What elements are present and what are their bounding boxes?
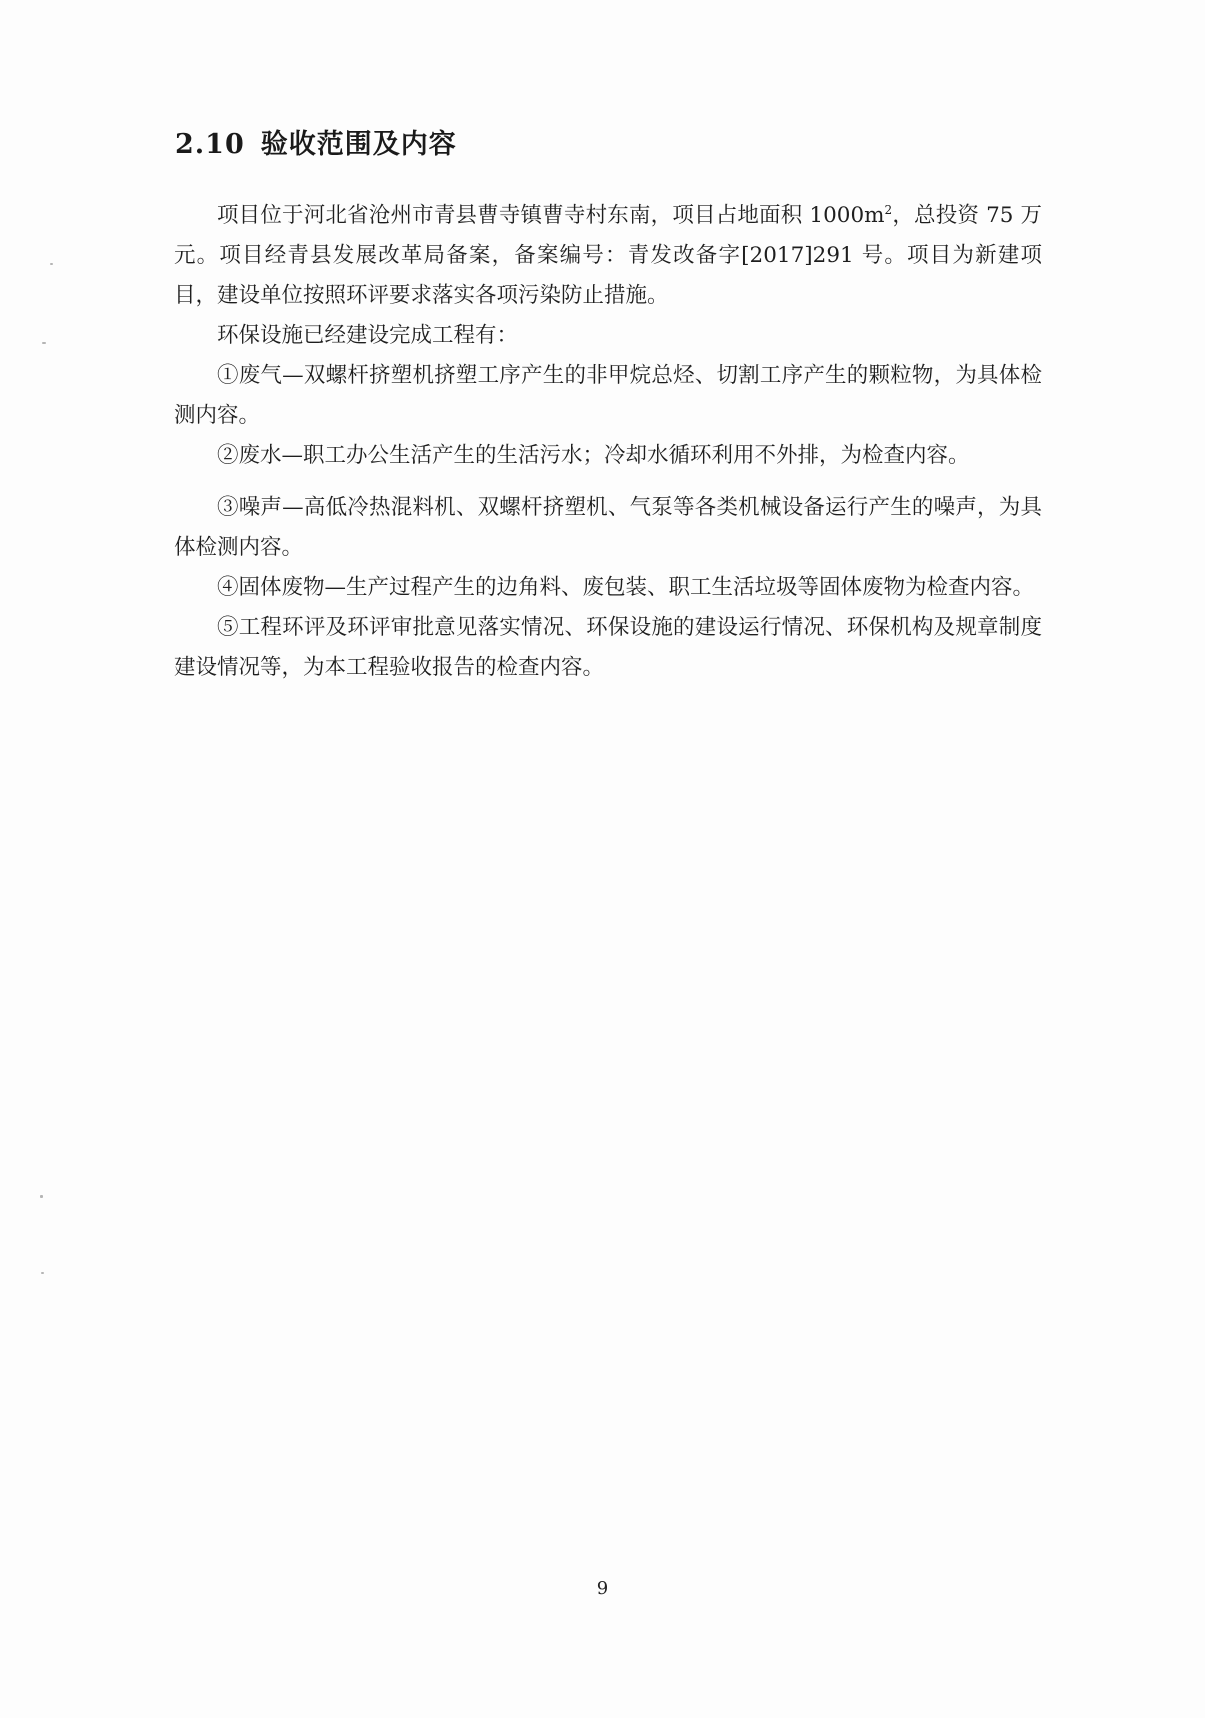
section-heading: [175, 122, 457, 161]
paragraph-waste-gas: ①废气—双螺杆挤塑机挤塑工序产生的非甲烷总烃、切割工序产生的颗粒物，为具体检测内容。: [174, 363, 1042, 428]
paragraph-noise: ③噪声—高低冷热混料机、双螺杆挤塑机、气泵等各类机械设备运行产生的噪声，为具体检测内容。: [174, 495, 1042, 560]
superscript: 2: [884, 202, 893, 217]
scan-speck: [41, 1272, 44, 1274]
body-text: [174, 196, 1042, 688]
paragraph-eia-implementation: ⑤工程环评及环评审批意见落实情况、环保设施的建设运行情况、环保机构及规章制度建设情况等，为本工程验收报告的检查内容。: [174, 615, 1042, 680]
scan-speck: [50, 263, 53, 265]
scan-speck: [40, 1195, 43, 1198]
paragraph-facilities-intro: 环保设施已经建设完成工程有：: [217, 323, 519, 348]
paragraph-solid-waste: ④固体废物—生产过程产生的边角料、废包装、职工生活垃圾等固体废物为检查内容。: [217, 575, 1035, 600]
paragraph-waste-water: ②废水—职工办公生活产生的生活污水；冷却水循环利用不外排，为检查内容。: [217, 443, 970, 468]
paragraph-project-overview: [174, 196, 1042, 316]
section-number: 2.10: [175, 129, 245, 160]
paragraph-text: ，总投资 75 万元。项目经青县发展改革局备案，备案编号：青发改备字[2017]291 号。项目为新建项目，建设单位按照环评要求落实各项污染防止措施。: [174, 203, 1042, 308]
paragraph-text: 项目位于河北省沧州市青县曹寺镇曹寺村东南，项目占地面积 1000m: [217, 203, 885, 228]
page-number: 9: [596, 1578, 609, 1599]
scan-speck: [42, 342, 46, 344]
section-title: 验收范围及内容: [260, 129, 457, 160]
